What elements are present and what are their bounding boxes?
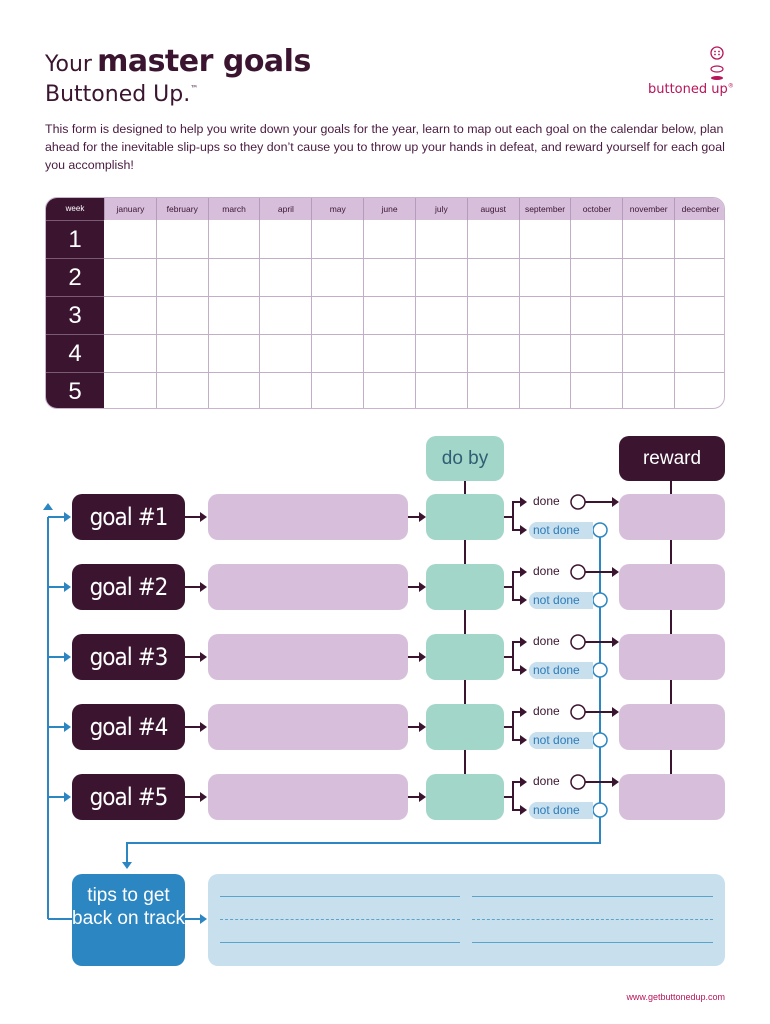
goal-field[interactable] (208, 564, 408, 610)
not-done-label: not done (529, 802, 593, 819)
week-header: week (46, 198, 104, 220)
month-header: january (104, 198, 156, 220)
not-done-checkbox[interactable] (593, 803, 607, 817)
month-header: december (674, 198, 725, 220)
arrow-icon (520, 665, 527, 675)
month-header: november (622, 198, 674, 220)
not-done-connector (513, 517, 520, 530)
not-done-connector (513, 727, 520, 740)
arrow-icon (200, 792, 207, 802)
arrow-icon (64, 582, 71, 592)
month-header: july (415, 198, 467, 220)
arrow-icon (419, 722, 426, 732)
arrow-icon (64, 792, 71, 802)
week-number: 1 (46, 220, 104, 258)
reward-field[interactable] (619, 634, 725, 680)
arrow-icon (122, 862, 132, 869)
reward-field[interactable] (619, 564, 725, 610)
tips-line (220, 919, 460, 920)
week-number: 4 (46, 334, 104, 372)
done-connector (504, 782, 520, 797)
month-header: september (519, 198, 571, 220)
do-by-header: do by (426, 436, 504, 481)
done-checkbox[interactable] (571, 565, 585, 579)
week-number: 5 (46, 372, 104, 409)
goal-field[interactable] (208, 704, 408, 750)
trademark-mark: ™ (190, 84, 199, 93)
arrow-icon (612, 567, 619, 577)
not-done-checkbox[interactable] (593, 663, 607, 677)
arrow-icon (520, 525, 527, 535)
not-done-label: not done (529, 732, 593, 749)
arrow-icon (200, 582, 207, 592)
reward-field[interactable] (619, 704, 725, 750)
intro-paragraph: This form is designed to help you write down your goals for the year, learn to map out each goal on the calendar below, plan ahead for the inevitable slip-ups so they don’t cause you to throw up your hands in defeat, and reward yourself for each goal you accomplish! (45, 122, 725, 172)
week-number: 2 (46, 258, 104, 296)
week-number: 3 (46, 296, 104, 334)
arrow-icon (520, 707, 527, 717)
goal-label: goal #2 (72, 564, 185, 610)
not-done-connector (513, 797, 520, 810)
reward-field[interactable] (619, 494, 725, 540)
month-header: august (467, 198, 519, 220)
arrow-icon (520, 637, 527, 647)
subtitle-text: Buttoned Up. (45, 82, 191, 107)
arrow-icon (520, 497, 527, 507)
arrow-icon (200, 652, 207, 662)
arrow-icon (64, 512, 71, 522)
done-label: done (533, 564, 560, 578)
goal-label: goal #3 (72, 634, 185, 680)
goal-field[interactable] (208, 774, 408, 820)
arrow-icon (419, 582, 426, 592)
goal-label: goal #4 (72, 704, 185, 750)
tips-line (472, 919, 713, 920)
done-connector (504, 502, 520, 517)
arrow-icon (612, 497, 619, 507)
done-connector (504, 572, 520, 587)
not-done-label: not done (529, 662, 593, 679)
do-by-field[interactable] (426, 564, 504, 610)
month-header: april (259, 198, 311, 220)
registered-mark: ® (727, 82, 734, 90)
arrow-icon (64, 652, 71, 662)
done-connector (504, 712, 520, 727)
done-checkbox[interactable] (571, 635, 585, 649)
not-done-label: not done (529, 592, 593, 609)
not-done-checkbox[interactable] (593, 523, 607, 537)
goal-label: goal #1 (72, 494, 185, 540)
title-master-goals: master goals (97, 44, 311, 79)
arrow-icon (200, 722, 207, 732)
month-header: march (208, 198, 260, 220)
not-done-connector (513, 657, 520, 670)
arrow-icon (612, 707, 619, 717)
arrow-icon (419, 652, 426, 662)
footer-url[interactable]: www.getbuttonedup.com (626, 992, 725, 1002)
arrow-icon (64, 722, 71, 732)
do-by-field[interactable] (426, 774, 504, 820)
done-label: done (533, 634, 560, 648)
month-header: june (363, 198, 415, 220)
arrow-icon (419, 792, 426, 802)
done-connector (504, 642, 520, 657)
not-done-label: not done (529, 522, 593, 539)
title-your: Your (45, 52, 92, 77)
tips-line (220, 942, 460, 943)
do-by-field[interactable] (426, 494, 504, 540)
tips-field[interactable] (208, 874, 725, 966)
month-header: may (311, 198, 363, 220)
arrow-icon (612, 637, 619, 647)
tips-line (220, 896, 460, 897)
arrow-icon (520, 567, 527, 577)
reward-field[interactable] (619, 774, 725, 820)
done-label: done (533, 774, 560, 788)
arrow-icon (520, 777, 527, 787)
tips-line (472, 942, 713, 943)
tips-label: tips to get back on track (72, 874, 185, 966)
do-by-field[interactable] (426, 704, 504, 750)
arrow-icon (520, 735, 527, 745)
goal-label: goal #5 (72, 774, 185, 820)
month-header: october (570, 198, 622, 220)
done-checkbox[interactable] (571, 495, 585, 509)
arrow-icon (612, 777, 619, 787)
goal-field[interactable] (208, 494, 408, 540)
arrow-icon (200, 914, 207, 924)
arrow-icon (200, 512, 207, 522)
done-checkbox[interactable] (571, 775, 585, 789)
arrow-icon (419, 512, 426, 522)
not-done-checkbox[interactable] (593, 593, 607, 607)
logo-text: buttoned up (648, 82, 728, 97)
month-header: february (156, 198, 208, 220)
goal-field[interactable] (208, 634, 408, 680)
not-done-connector (513, 587, 520, 600)
arrow-icon (43, 503, 53, 510)
reward-header: reward (619, 436, 725, 481)
do-by-field[interactable] (426, 634, 504, 680)
not-done-checkbox[interactable] (593, 733, 607, 747)
arrow-icon (520, 595, 527, 605)
done-checkbox[interactable] (571, 705, 585, 719)
done-label: done (533, 494, 560, 508)
done-label: done (533, 704, 560, 718)
arrow-icon (520, 805, 527, 815)
tips-line (472, 896, 713, 897)
